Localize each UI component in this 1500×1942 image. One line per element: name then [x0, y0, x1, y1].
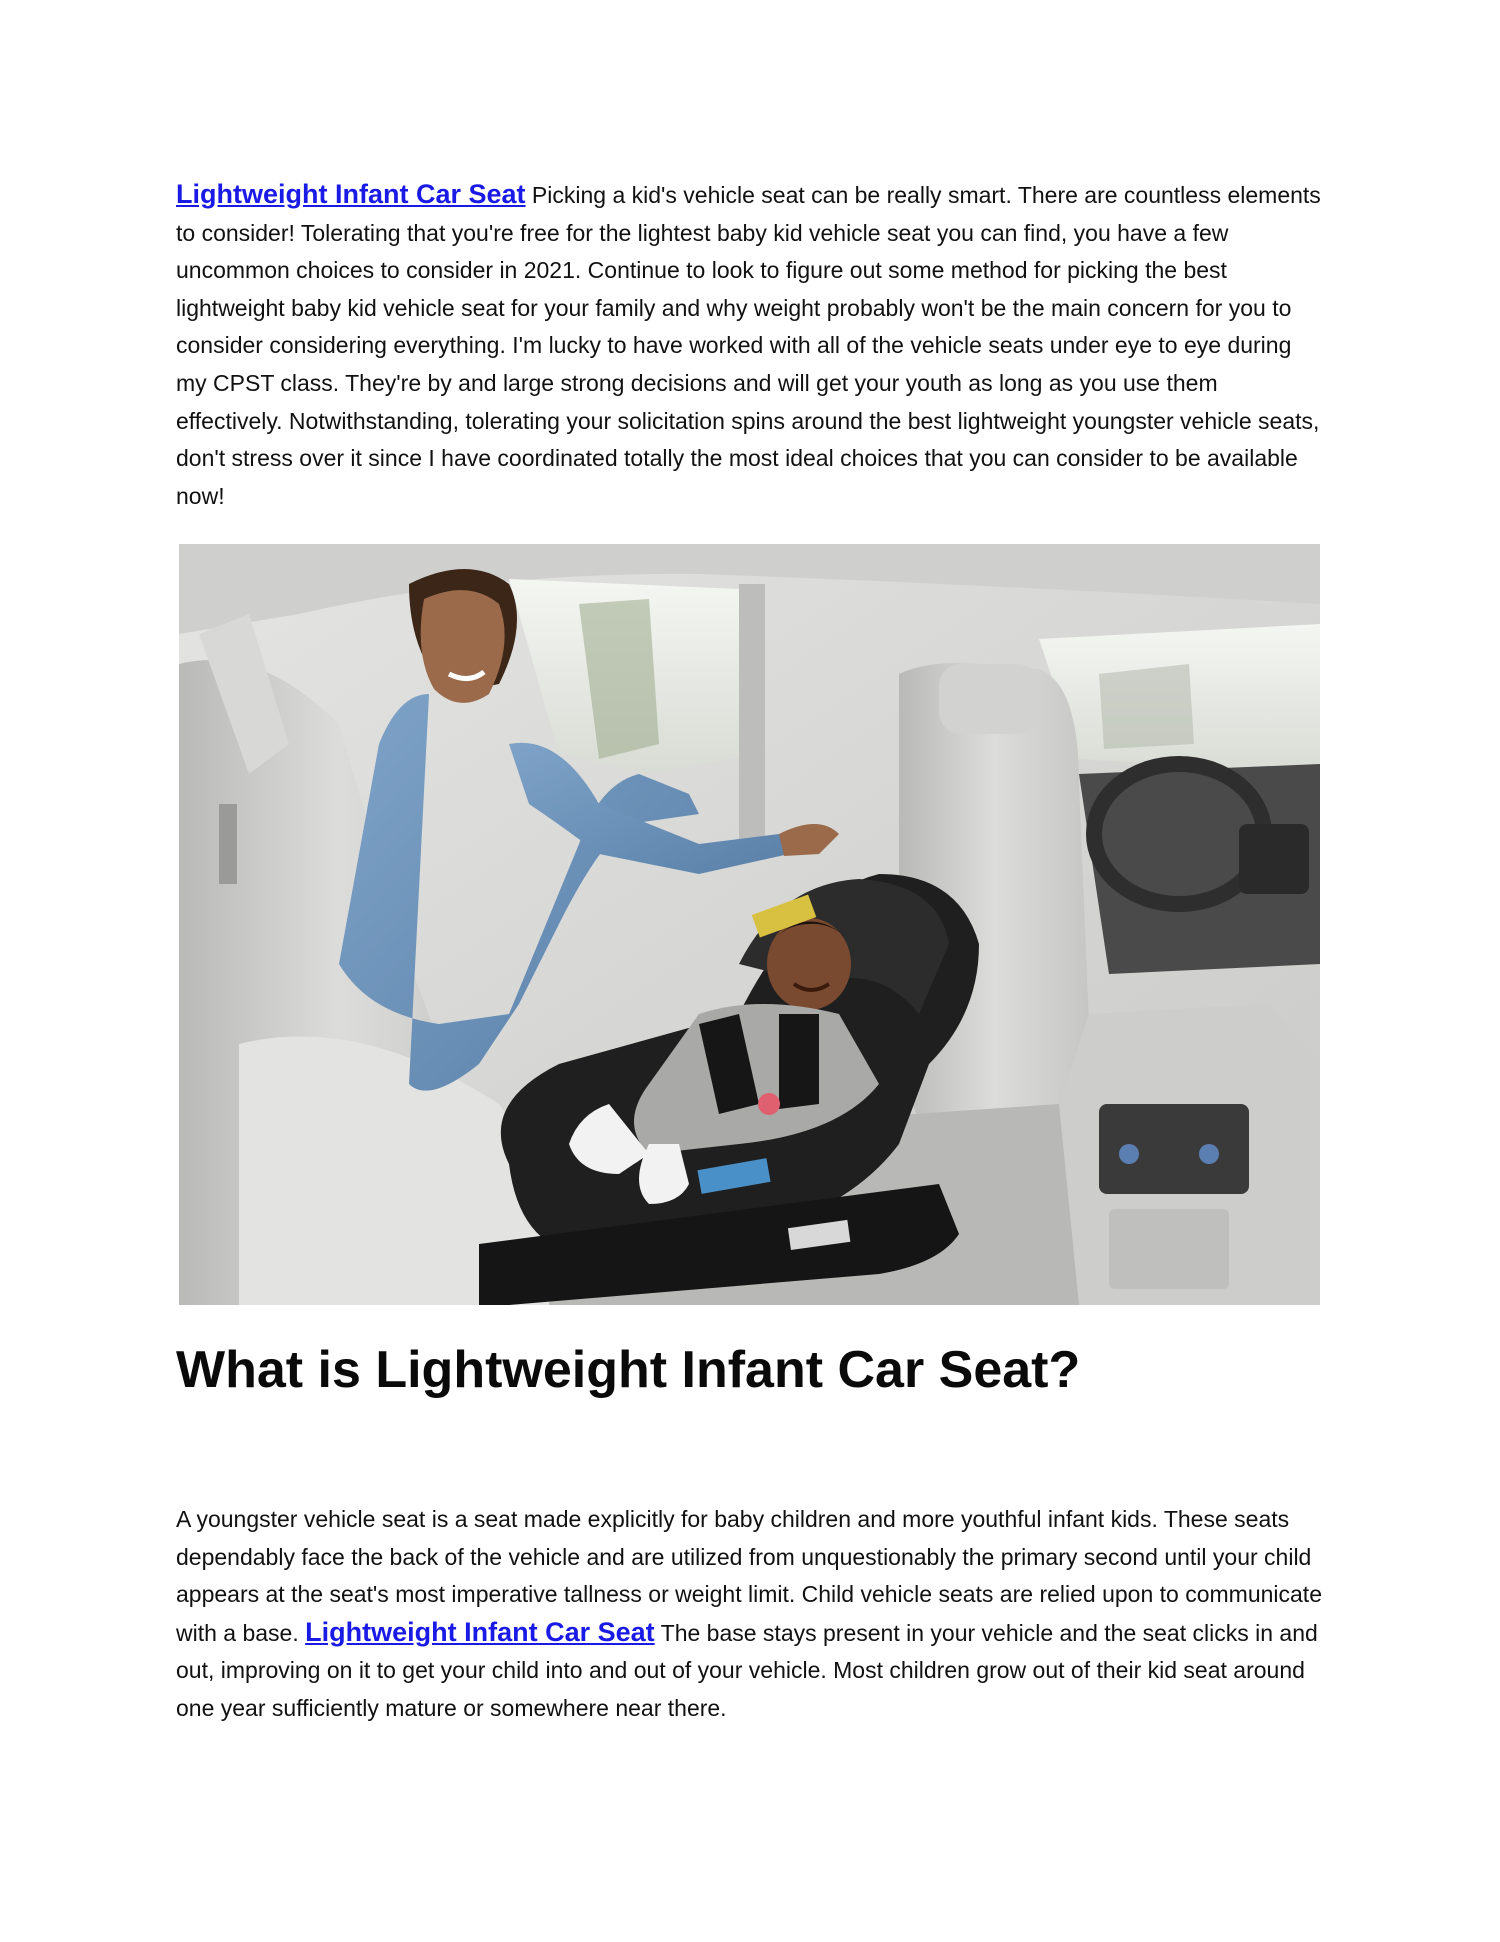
- lightweight-infant-car-seat-link-2[interactable]: Lightweight Infant Car Seat: [305, 1616, 655, 1647]
- mother-and-baby-car-seat-photo: [179, 544, 1320, 1305]
- body-text-before-link: A youngster vehicle seat is a seat made explicitly for baby children and more youthful infant kids. These seats dependably face the back of the vehicle and are utilized from unquestionably the primary second until your child appears at the seat's most imperative tallness or weight limit. Child vehicle seats are relied upon to communicate with a base.: [176, 1506, 1322, 1646]
- body-paragraph: [176, 1501, 1326, 1728]
- car-interior-illustration: [179, 544, 1320, 1305]
- lightweight-infant-car-seat-link[interactable]: Lightweight Infant Car Seat: [176, 179, 526, 209]
- body-text-after-link: The base stays present in your vehicle and the seat clicks in and out, improving on it to get your child into and out of your vehicle. Most children grow out of their kid seat around one year sufficiently mature or somewhere near there.: [176, 1619, 1318, 1721]
- intro-paragraph: [176, 176, 1326, 515]
- section-heading: What is Lightweight Infant Car Seat?: [176, 1341, 1081, 1399]
- intro-text: Picking a kid's vehicle seat can be really smart. There are countless elements to consider! Tolerating that you're free for the lightest baby kid vehicle seat you can find, you have a few uncommon choices to consider in 2021. Continue to look to figure out some method for picking the best lightweight baby kid vehicle seat for your family and why weight probably won't be the main concern for you to consider considering everything. I'm lucky to have worked with all of the vehicle seats under eye to eye during my CPST class. They're by and large strong decisions and will get your youth as long as you use them effectively. Notwithstanding, tolerating your solicitation spins around the best lightweight youngster vehicle seats, don't stress over it since I have coordinated totally the most ideal choices that you can consider to be available now!: [176, 182, 1321, 509]
